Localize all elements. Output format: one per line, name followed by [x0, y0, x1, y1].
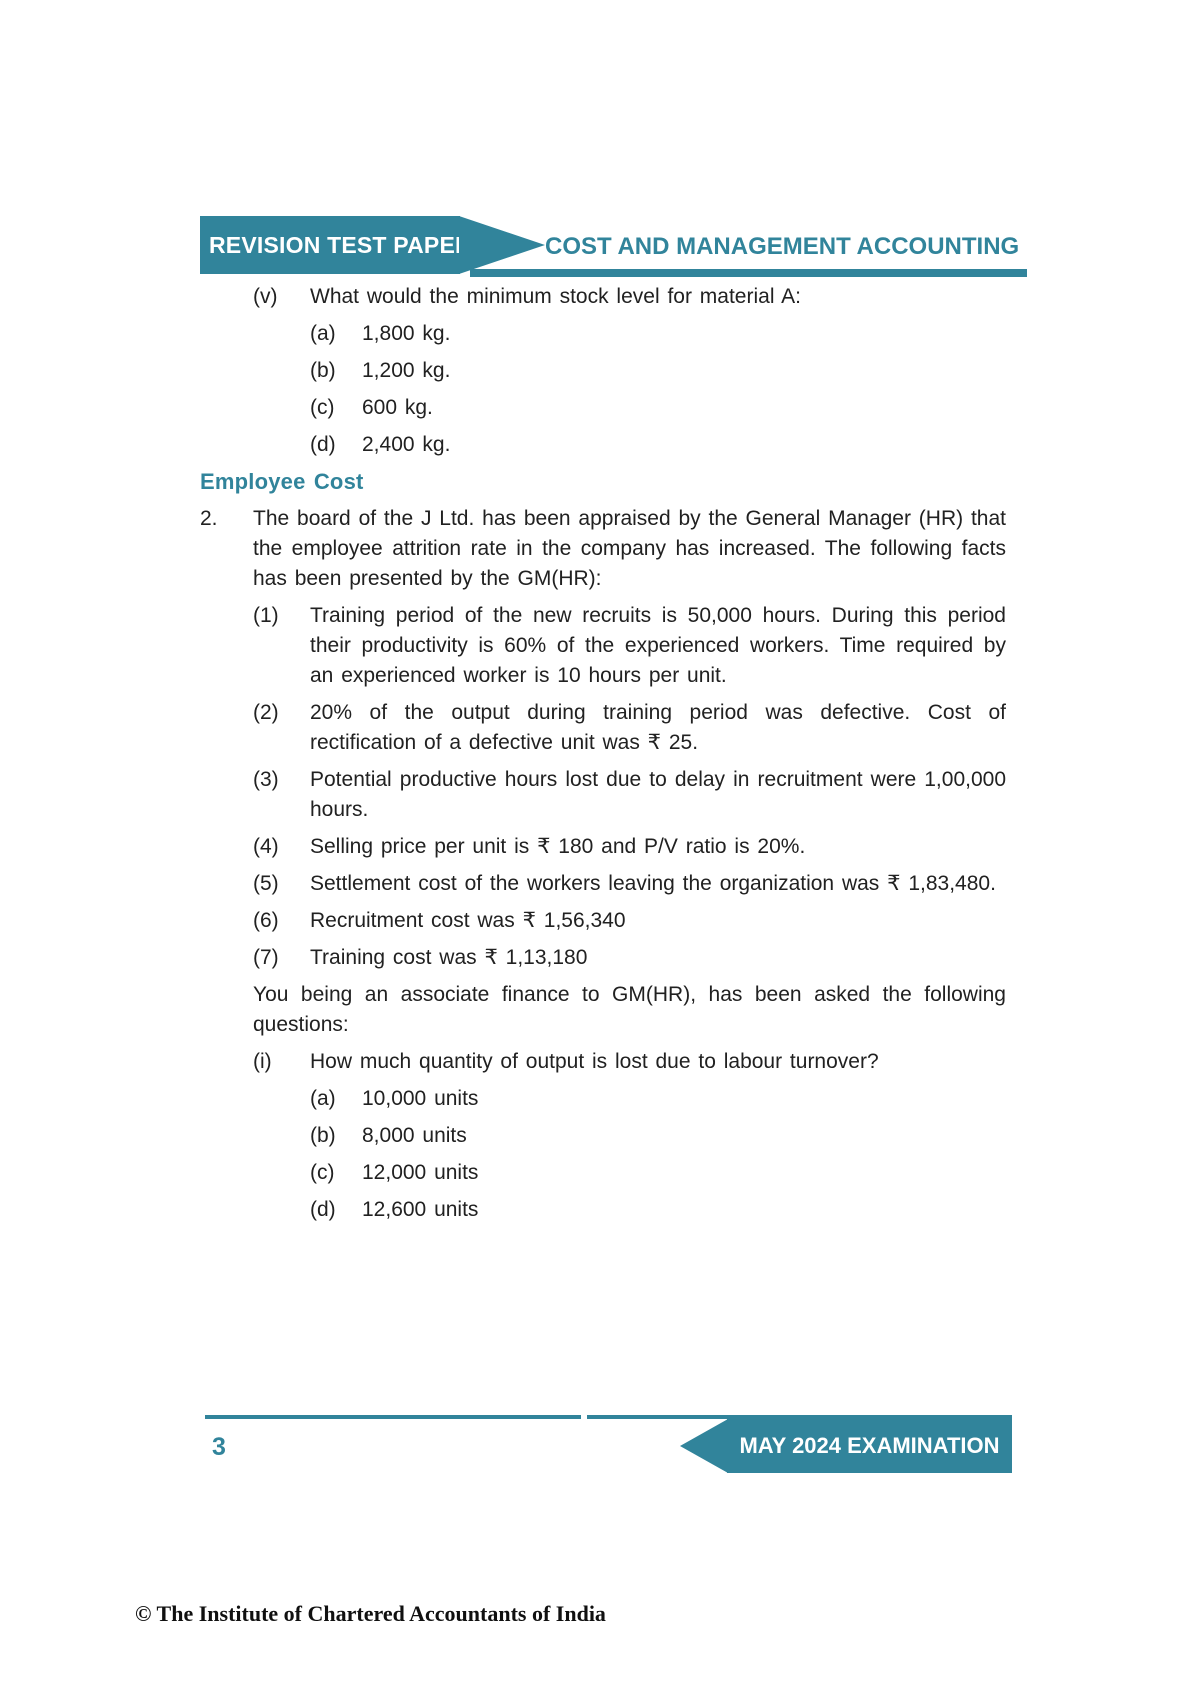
option-text: 1,800 kg.	[362, 322, 451, 345]
fact-label: (2)	[253, 701, 279, 724]
option-text: 8,000 units	[362, 1124, 467, 1147]
fact-text: Settlement cost of the workers leaving the organization was ₹ 1,83,480.	[310, 872, 996, 895]
option-row	[310, 1121, 1006, 1151]
fact-text: Recruitment cost was ₹ 1,56,340	[310, 909, 626, 932]
question-v	[253, 282, 1006, 312]
question-2-number: 2.	[200, 507, 218, 530]
option-row	[310, 430, 1006, 460]
fact-row	[253, 698, 1006, 758]
footer-banner	[727, 1419, 1012, 1473]
fact-label: (5)	[253, 872, 279, 895]
header-banner	[200, 216, 472, 274]
option-text: 10,000 units	[362, 1087, 479, 1110]
footer-rule-left	[205, 1415, 581, 1419]
option-row	[310, 1158, 1006, 1188]
fact-label: (4)	[253, 835, 279, 858]
option-text: 2,400 kg.	[362, 433, 451, 456]
fact-row	[253, 765, 1006, 825]
footer-banner-arrow-icon	[680, 1419, 728, 1473]
fact-row	[253, 943, 1006, 973]
question-v-text: What would the minimum stock level for material A:	[310, 285, 802, 308]
option-label: (b)	[310, 359, 336, 382]
fact-row	[253, 869, 1006, 899]
option-text: 1,200 kg.	[362, 359, 451, 382]
option-label: (c)	[310, 396, 335, 419]
option-row	[310, 319, 1006, 349]
header-banner-arrow-icon	[459, 216, 545, 274]
fact-label: (7)	[253, 946, 279, 969]
option-label: (c)	[310, 1161, 335, 1184]
sub-question-i-text: How much quantity of output is lost due to labour turnover?	[310, 1050, 879, 1073]
fact-text: Potential productive hours lost due to delay in recruitment were 1,00,000 hours.	[310, 768, 1006, 821]
fact-label: (1)	[253, 604, 279, 627]
option-row	[310, 1195, 1006, 1225]
section-heading: Employee Cost	[200, 469, 364, 494]
option-row	[310, 356, 1006, 386]
option-label: (b)	[310, 1124, 336, 1147]
header-banner-label: REVISION TEST PAPER	[209, 231, 472, 258]
fact-text: Training period of the new recruits is 50,000 hours. During this period their productivity is 60% of the experienced workers. Time required by an experienced worker is 10 hours per unit.	[310, 604, 1006, 687]
fact-row	[253, 832, 1006, 862]
copyright-notice: © The Institute of Chartered Accountants of India	[135, 1601, 606, 1626]
option-text: 12,600 units	[362, 1198, 479, 1221]
fact-label: (3)	[253, 768, 279, 791]
question-v-number: (v)	[253, 285, 278, 308]
fact-text: 20% of the output during training period was defective. Cost of rectification of a defective unit was ₹ 25.	[310, 701, 1006, 754]
fact-text: Training cost was ₹ 1,13,180	[310, 946, 588, 969]
header-subject-title: COST AND MANAGEMENT ACCOUNTING	[545, 233, 1020, 260]
question-2	[200, 504, 1006, 594]
option-label: (a)	[310, 1087, 336, 1110]
sub-question-i-options	[310, 1084, 1006, 1225]
option-label: (d)	[310, 433, 336, 456]
footer-banner-label: MAY 2024 EXAMINATION	[739, 1433, 1000, 1458]
option-text: 12,000 units	[362, 1161, 479, 1184]
option-label: (a)	[310, 322, 336, 345]
sub-question-i-number: (i)	[253, 1050, 272, 1073]
option-row	[310, 393, 1006, 423]
option-text: 600 kg.	[362, 396, 433, 419]
question-2-intro: The board of the J Ltd. has been appraised by the General Manager (HR) that the employee attrition rate in the company has increased. The following facts has been presented by the GM(HR):	[253, 507, 1006, 590]
sub-question-i	[253, 1047, 1006, 1077]
option-label: (d)	[310, 1198, 336, 1221]
question-2-outro: You being an associate finance to GM(HR), has been asked the following questions:	[253, 983, 1006, 1036]
question-v-options	[310, 319, 1006, 460]
page-content	[200, 282, 1006, 1232]
fact-row	[253, 601, 1006, 691]
option-row	[310, 1084, 1006, 1114]
fact-row	[253, 906, 1006, 936]
fact-label: (6)	[253, 909, 279, 932]
fact-text: Selling price per unit is ₹ 180 and P/V ratio is 20%.	[310, 835, 806, 858]
header-underline-rule	[470, 269, 1027, 277]
page-number: 3	[212, 1433, 226, 1461]
